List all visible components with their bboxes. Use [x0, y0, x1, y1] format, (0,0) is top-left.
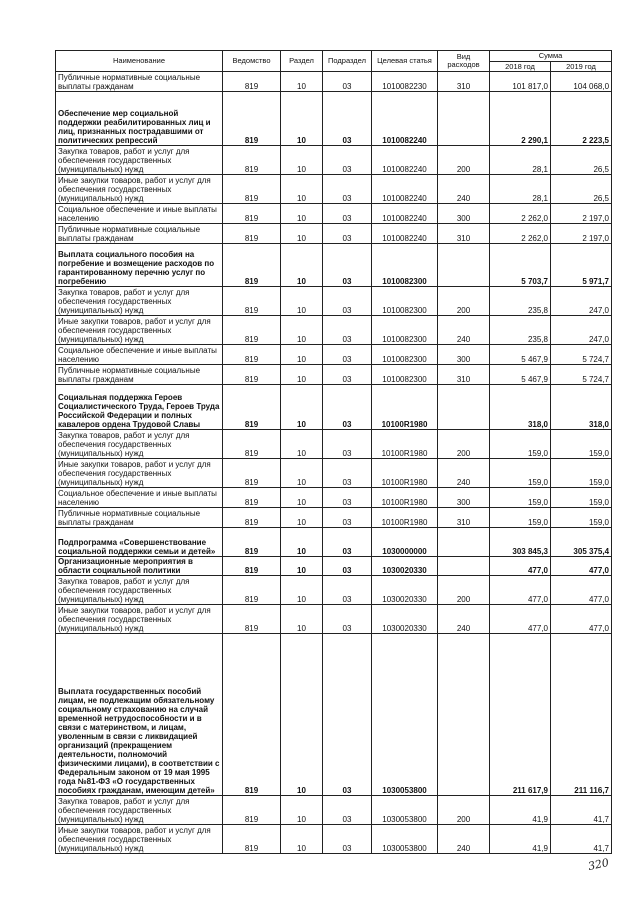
cell-target-article: 1030053800 [372, 634, 438, 796]
cell-name: Закупка товаров, работ и услуг для обеспечения государственных (муниципальных) нужд [56, 287, 223, 316]
cell-sum-2018: 2 290,1 [490, 92, 551, 146]
cell-subsection: 03 [323, 204, 372, 224]
cell-department: 819 [223, 146, 281, 175]
table-row [56, 72, 612, 92]
cell-name: Социальное обеспечение и иные выплаты населению [56, 204, 223, 224]
header-section: Раздел [281, 51, 323, 72]
cell-name: Социальное обеспечение и иные выплаты населению [56, 488, 223, 508]
cell-expense-type [438, 92, 490, 146]
cell-section: 10 [281, 634, 323, 796]
cell-sum-2018: 5 703,7 [490, 244, 551, 287]
cell-department: 819 [223, 316, 281, 345]
cell-sum-2019: 26,5 [551, 175, 612, 204]
cell-section: 10 [281, 508, 323, 528]
cell-expense-type [438, 385, 490, 430]
cell-subsection: 03 [323, 316, 372, 345]
cell-expense-type: 200 [438, 287, 490, 316]
cell-target-article: 1010082240 [372, 175, 438, 204]
cell-section: 10 [281, 796, 323, 825]
cell-subsection: 03 [323, 557, 372, 576]
header-sum: Сумма [490, 51, 612, 62]
cell-target-article: 10100R1980 [372, 488, 438, 508]
cell-subsection: 03 [323, 146, 372, 175]
cell-section: 10 [281, 576, 323, 605]
cell-department: 819 [223, 459, 281, 488]
cell-subsection: 03 [323, 459, 372, 488]
cell-subsection: 03 [323, 175, 372, 204]
cell-sum-2018: 2 262,0 [490, 204, 551, 224]
cell-department: 819 [223, 244, 281, 287]
cell-subsection: 03 [323, 508, 372, 528]
cell-department: 819 [223, 488, 281, 508]
table-row [56, 146, 612, 175]
table-row [56, 796, 612, 825]
cell-sum-2018: 477,0 [490, 557, 551, 576]
cell-expense-type [438, 634, 490, 796]
cell-sum-2018: 5 467,9 [490, 365, 551, 385]
cell-subsection: 03 [323, 634, 372, 796]
cell-target-article: 10100R1980 [372, 459, 438, 488]
cell-sum-2019: 41,7 [551, 796, 612, 825]
table-row [56, 508, 612, 528]
table-row [56, 175, 612, 204]
cell-department: 819 [223, 175, 281, 204]
header-subsection: Подраздел [323, 51, 372, 72]
cell-target-article: 1030053800 [372, 825, 438, 854]
cell-subsection: 03 [323, 224, 372, 244]
cell-sum-2018: 41,9 [490, 796, 551, 825]
cell-expense-type: 200 [438, 576, 490, 605]
cell-expense-type: 310 [438, 508, 490, 528]
cell-section: 10 [281, 287, 323, 316]
table-row [56, 576, 612, 605]
cell-name: Закупка товаров, работ и услуг для обеспечения государственных (муниципальных) нужд [56, 576, 223, 605]
table-row [56, 224, 612, 244]
header-department: Ведомство [223, 51, 281, 72]
cell-target-article: 1010082230 [372, 72, 438, 92]
cell-department: 819 [223, 796, 281, 825]
cell-sum-2019: 159,0 [551, 508, 612, 528]
cell-subsection: 03 [323, 488, 372, 508]
cell-department: 819 [223, 576, 281, 605]
cell-name: Закупка товаров, работ и услуг для обеспечения государственных (муниципальных) нужд [56, 796, 223, 825]
cell-sum-2018: 159,0 [490, 488, 551, 508]
cell-target-article: 1010082300 [372, 345, 438, 365]
cell-expense-type [438, 244, 490, 287]
cell-sum-2018: 303 845,3 [490, 528, 551, 557]
cell-sum-2018: 159,0 [490, 508, 551, 528]
cell-subsection: 03 [323, 72, 372, 92]
cell-sum-2019: 477,0 [551, 576, 612, 605]
cell-subsection: 03 [323, 92, 372, 146]
cell-name: Выплата социального пособия на погребение и возмещение расходов по гарантированному перечню услуг по погребению [56, 244, 223, 287]
cell-department: 819 [223, 528, 281, 557]
cell-section: 10 [281, 825, 323, 854]
cell-section: 10 [281, 488, 323, 508]
cell-sum-2019: 41,7 [551, 825, 612, 854]
cell-name: Подпрограмма «Совершенствование социальной поддержки семьи и детей» [56, 528, 223, 557]
header-target-article: Целевая статья [372, 51, 438, 72]
table-row [56, 557, 612, 576]
cell-expense-type: 300 [438, 204, 490, 224]
cell-sum-2018: 28,1 [490, 175, 551, 204]
cell-expense-type: 300 [438, 345, 490, 365]
cell-sum-2018: 477,0 [490, 576, 551, 605]
header-name: Наименование [56, 51, 223, 72]
table-row [56, 430, 612, 459]
cell-department: 819 [223, 224, 281, 244]
cell-name: Социальное обеспечение и иные выплаты населению [56, 345, 223, 365]
cell-section: 10 [281, 224, 323, 244]
cell-sum-2019: 2 197,0 [551, 204, 612, 224]
cell-name: Обеспечение мер социальной поддержки реабилитированных лиц и лиц, признанных пострадавшими от политических репрессий [56, 92, 223, 146]
cell-name: Публичные нормативные социальные выплаты гражданам [56, 224, 223, 244]
cell-target-article: 1010082300 [372, 316, 438, 345]
header-expense-type: Вид расходов [438, 51, 490, 72]
cell-section: 10 [281, 92, 323, 146]
cell-name: Иные закупки товаров, работ и услуг для обеспечения государственных (муниципальных) нужд [56, 459, 223, 488]
cell-section: 10 [281, 146, 323, 175]
cell-sum-2019: 2 197,0 [551, 224, 612, 244]
cell-sum-2018: 159,0 [490, 430, 551, 459]
cell-department: 819 [223, 72, 281, 92]
cell-section: 10 [281, 557, 323, 576]
cell-sum-2019: 159,0 [551, 459, 612, 488]
cell-expense-type: 310 [438, 224, 490, 244]
table-body [56, 72, 612, 854]
cell-sum-2019: 477,0 [551, 605, 612, 634]
cell-expense-type: 240 [438, 175, 490, 204]
cell-name: Публичные нормативные социальные выплаты гражданам [56, 72, 223, 92]
cell-section: 10 [281, 175, 323, 204]
cell-sum-2019: 5 971,7 [551, 244, 612, 287]
table-row [56, 385, 612, 430]
cell-department: 819 [223, 508, 281, 528]
table-row [56, 528, 612, 557]
table-row [56, 92, 612, 146]
cell-target-article: 1010082300 [372, 287, 438, 316]
cell-expense-type: 300 [438, 488, 490, 508]
cell-section: 10 [281, 72, 323, 92]
budget-document-page [55, 50, 611, 854]
cell-sum-2019: 318,0 [551, 385, 612, 430]
cell-sum-2018: 235,8 [490, 316, 551, 345]
table-row [56, 345, 612, 365]
cell-department: 819 [223, 557, 281, 576]
cell-section: 10 [281, 345, 323, 365]
budget-table [55, 50, 612, 854]
cell-department: 819 [223, 430, 281, 459]
cell-subsection: 03 [323, 576, 372, 605]
cell-expense-type: 240 [438, 459, 490, 488]
cell-department: 819 [223, 92, 281, 146]
cell-sum-2018: 28,1 [490, 146, 551, 175]
cell-sum-2019: 159,0 [551, 488, 612, 508]
table-row [56, 605, 612, 634]
cell-sum-2019: 104 068,0 [551, 72, 612, 92]
cell-department: 819 [223, 204, 281, 224]
cell-section: 10 [281, 605, 323, 634]
cell-sum-2018: 5 467,9 [490, 345, 551, 365]
cell-sum-2019: 5 724,7 [551, 345, 612, 365]
cell-section: 10 [281, 365, 323, 385]
cell-name: Закупка товаров, работ и услуг для обеспечения государственных (муниципальных) нужд [56, 430, 223, 459]
cell-department: 819 [223, 345, 281, 365]
cell-name: Иные закупки товаров, работ и услуг для обеспечения государственных (муниципальных) нужд [56, 175, 223, 204]
cell-sum-2018: 41,9 [490, 825, 551, 854]
table-row [56, 825, 612, 854]
cell-subsection: 03 [323, 796, 372, 825]
cell-sum-2019: 159,0 [551, 430, 612, 459]
cell-sum-2019: 5 724,7 [551, 365, 612, 385]
cell-subsection: 03 [323, 605, 372, 634]
cell-section: 10 [281, 316, 323, 345]
cell-target-article: 10100R1980 [372, 385, 438, 430]
cell-target-article: 1030020330 [372, 605, 438, 634]
cell-name: Иные закупки товаров, работ и услуг для обеспечения государственных (муниципальных) нужд [56, 605, 223, 634]
cell-section: 10 [281, 244, 323, 287]
cell-expense-type: 200 [438, 146, 490, 175]
table-row [56, 316, 612, 345]
cell-sum-2018: 211 617,9 [490, 634, 551, 796]
cell-subsection: 03 [323, 287, 372, 316]
cell-section: 10 [281, 385, 323, 430]
cell-target-article: 1030053800 [372, 796, 438, 825]
cell-expense-type: 240 [438, 316, 490, 345]
cell-target-article: 10100R1980 [372, 508, 438, 528]
cell-sum-2019: 305 375,4 [551, 528, 612, 557]
cell-target-article: 1030000000 [372, 528, 438, 557]
cell-sum-2018: 2 262,0 [490, 224, 551, 244]
cell-department: 819 [223, 287, 281, 316]
cell-sum-2018: 159,0 [490, 459, 551, 488]
cell-target-article: 1010082240 [372, 146, 438, 175]
cell-expense-type [438, 528, 490, 557]
cell-target-article: 1010082300 [372, 365, 438, 385]
cell-sum-2018: 318,0 [490, 385, 551, 430]
cell-name: Публичные нормативные социальные выплаты гражданам [56, 365, 223, 385]
cell-name: Социальная поддержка Героев Социалистического Труда, Героев Труда Российской Федерации и полных кавалеров ордена Трудовой Славы [56, 385, 223, 430]
cell-sum-2018: 235,8 [490, 287, 551, 316]
table-row [56, 634, 612, 796]
table-row [56, 488, 612, 508]
cell-sum-2019: 247,0 [551, 287, 612, 316]
handwritten-page-number: 320 [586, 855, 611, 874]
table-row [56, 459, 612, 488]
cell-name: Иные закупки товаров, работ и услуг для обеспечения государственных (муниципальных) нужд [56, 825, 223, 854]
cell-subsection: 03 [323, 825, 372, 854]
cell-department: 819 [223, 605, 281, 634]
cell-expense-type [438, 557, 490, 576]
cell-section: 10 [281, 528, 323, 557]
cell-name: Организационные мероприятия в области социальной политики [56, 557, 223, 576]
cell-name: Публичные нормативные социальные выплаты гражданам [56, 508, 223, 528]
cell-sum-2019: 2 223,5 [551, 92, 612, 146]
cell-sum-2018: 101 817,0 [490, 72, 551, 92]
cell-sum-2019: 247,0 [551, 316, 612, 345]
cell-section: 10 [281, 204, 323, 224]
cell-subsection: 03 [323, 528, 372, 557]
cell-expense-type: 310 [438, 365, 490, 385]
header-year-2018: 2018 год [490, 62, 551, 72]
cell-expense-type: 200 [438, 430, 490, 459]
cell-name: Выплата государственных пособий лицам, не подлежащим обязательному социальному страхованию на случай временной нетрудоспособности и в связи с материнством, и лицам, уволенным в связи с ликвидацией организаций (прекращением деятельности, полномочий физическими лицами), в соответствии с Федеральным законом от 19 мая 1995 года №81-ФЗ «О государственных пособиях гражданам, имеющим детей» [56, 634, 223, 796]
header-year-2019: 2019 год [551, 62, 612, 72]
cell-section: 10 [281, 430, 323, 459]
cell-target-article: 1010082240 [372, 92, 438, 146]
cell-department: 819 [223, 634, 281, 796]
cell-subsection: 03 [323, 365, 372, 385]
cell-target-article: 10100R1980 [372, 430, 438, 459]
cell-subsection: 03 [323, 244, 372, 287]
cell-subsection: 03 [323, 430, 372, 459]
cell-target-article: 1010082240 [372, 224, 438, 244]
table-row [56, 204, 612, 224]
cell-expense-type: 200 [438, 796, 490, 825]
cell-subsection: 03 [323, 385, 372, 430]
cell-department: 819 [223, 825, 281, 854]
cell-target-article: 1010082240 [372, 204, 438, 224]
cell-name: Закупка товаров, работ и услуг для обеспечения государственных (муниципальных) нужд [56, 146, 223, 175]
cell-section: 10 [281, 459, 323, 488]
table-row [56, 365, 612, 385]
cell-target-article: 1030020330 [372, 557, 438, 576]
cell-target-article: 1030020330 [372, 576, 438, 605]
cell-sum-2018: 477,0 [490, 605, 551, 634]
cell-department: 819 [223, 365, 281, 385]
cell-sum-2019: 211 116,7 [551, 634, 612, 796]
cell-name: Иные закупки товаров, работ и услуг для обеспечения государственных (муниципальных) нужд [56, 316, 223, 345]
cell-expense-type: 310 [438, 72, 490, 92]
cell-sum-2019: 26,5 [551, 146, 612, 175]
cell-expense-type: 240 [438, 825, 490, 854]
cell-expense-type: 240 [438, 605, 490, 634]
table-row [56, 287, 612, 316]
cell-sum-2019: 477,0 [551, 557, 612, 576]
table-row [56, 244, 612, 287]
cell-department: 819 [223, 385, 281, 430]
cell-target-article: 1010082300 [372, 244, 438, 287]
cell-subsection: 03 [323, 345, 372, 365]
